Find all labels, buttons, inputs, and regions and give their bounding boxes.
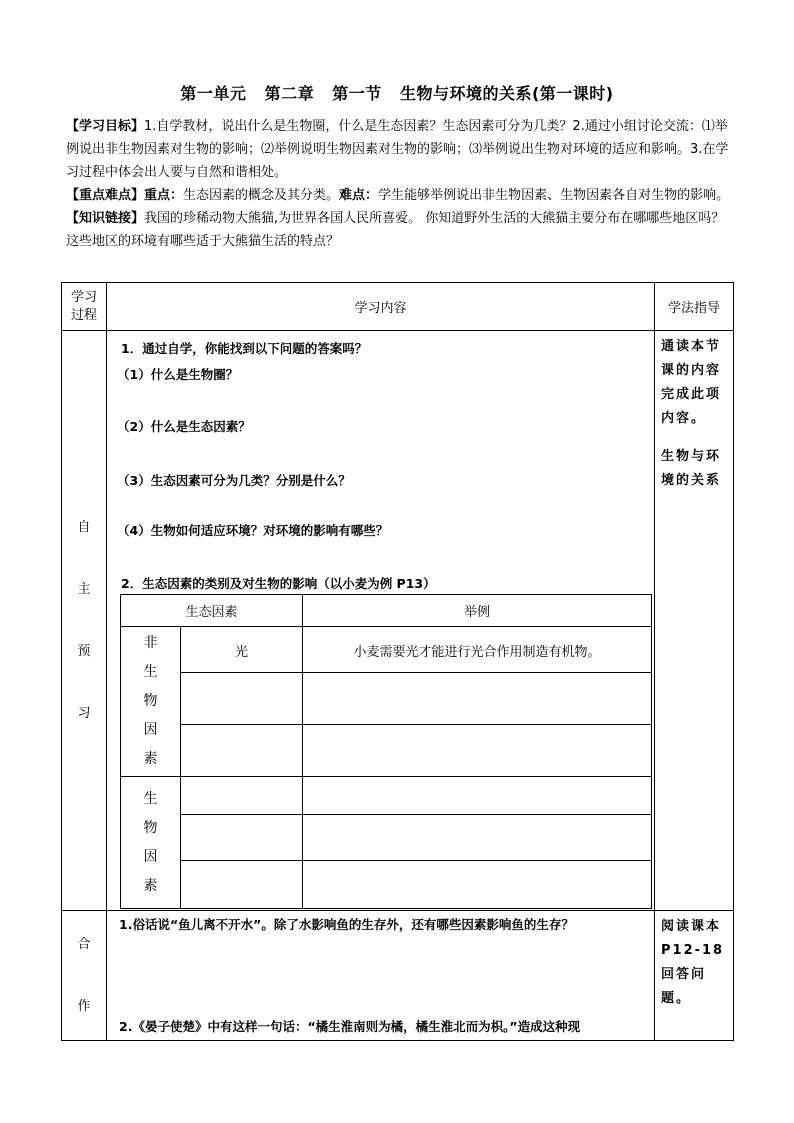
stage-char: 合 [77, 937, 91, 952]
header-guide: 学法指导 [655, 283, 734, 331]
example-cell-empty [303, 777, 652, 815]
learning-goals [66, 115, 730, 184]
label-char: 素 [143, 751, 158, 767]
label-char: 因 [143, 848, 158, 865]
factor-cell-empty [181, 815, 303, 861]
stage-cooperation [62, 911, 107, 1041]
example-cell-empty [303, 815, 652, 861]
row-cooperation [62, 911, 734, 1041]
bio-factor-label [121, 777, 181, 909]
example-cell-empty [303, 861, 652, 909]
stage-self-study [62, 331, 107, 911]
key-label: 【重点难点】 [66, 188, 145, 203]
factor-cell-empty [181, 673, 303, 725]
stage-char: 作 [77, 999, 91, 1014]
guide-text-1: 通读本节课的内容完成此项内容。 [661, 339, 722, 426]
question-1: 1．通过自学，你能找到以下问题的答案吗？ [121, 341, 368, 356]
header-process-line2: 过程 [70, 307, 97, 323]
label-char: 物 [143, 819, 158, 836]
cooperation-content [107, 911, 655, 1041]
label-char: 物 [143, 693, 158, 709]
knowledge-link [66, 207, 730, 253]
label-char: 非 [143, 635, 158, 651]
factor-header: 生态因素 [121, 595, 303, 627]
table-row [121, 627, 652, 673]
stage-char: 自 [77, 519, 91, 535]
table-row [121, 673, 652, 725]
difficulty-text: 学生能够举例说出非生物因素、生物因素各自对生物的影响。 [378, 188, 730, 203]
label-char: 因 [143, 722, 158, 738]
header-process [62, 283, 107, 331]
factor-table [120, 594, 652, 909]
goal-label: 【学习目标】 [66, 119, 145, 134]
key-difficulty [66, 184, 730, 207]
example-cell-empty [303, 725, 652, 777]
label-char: 素 [143, 877, 158, 894]
example-light: 小麦需要光才能进行光合作用制造有机物。 [303, 627, 652, 673]
header-process-line1: 学习 [70, 289, 97, 305]
stage-char: 主 [77, 581, 91, 597]
guide-self-study [655, 331, 734, 911]
key-point-text: 生态因素的概念及其分类。 [183, 188, 340, 203]
key-point-label: 重点： [144, 188, 184, 203]
factor-cell-empty [181, 861, 303, 909]
nonbio-factor-label [121, 627, 181, 777]
table-row [121, 777, 652, 815]
example-cell-empty [303, 673, 652, 725]
header-content: 学习内容 [107, 283, 655, 331]
table-row [121, 725, 652, 777]
link-text: 我国的珍稀动物大熊猫,为世界各国人民所喜爱。 你知道野外生活的大熊猫主要分布在哪哪些地区吗？这些地区的环境有哪些适于大熊猫生活的特点？ [66, 211, 725, 249]
page-title: 第一单元 第二章 第一节 生物与环境的关系(第一课时) [180, 84, 614, 103]
table-header-row [62, 283, 734, 331]
label-char: 生 [143, 664, 158, 680]
guide-cooperation [655, 911, 734, 1041]
stage-char: 习 [77, 705, 91, 721]
link-label: 【知识链接】 [66, 211, 145, 226]
intro-section [66, 115, 730, 253]
example-header: 举例 [303, 595, 652, 627]
question-1-3: （3）生态因素可分为几类？分别是什么？ [117, 473, 351, 488]
question-2: 2．生态因素的类别及对生物的影响（以小麦为例 P13） [121, 576, 436, 591]
goal-text: 1.自学教材，说出什么是生物圈，什么是生态因素？生态因素可分为几类？2.通过小组讨论交流：⑴举例说出非生物因素对生物的影响；⑵举例说明生物因素对生物的影响；⑶举例说出生物对环境的适应和影响。3.在学习过程中体会出人要与自然和谐相处。 [66, 119, 729, 180]
question-1-1: （1）什么是生物圈？ [117, 367, 239, 382]
stage-char: 预 [77, 643, 91, 659]
factor-light: 光 [181, 627, 303, 673]
table-row [121, 815, 652, 861]
guide-text-3: 阅读课本P12-18 回答问题。 [661, 919, 725, 1006]
guide-text-2: 生物与环境的关系 [661, 449, 722, 488]
table-row [121, 861, 652, 909]
question-1-4: （4）生物如何适应环境？对环境的影响有哪些？ [117, 523, 389, 538]
factor-cell-empty [181, 725, 303, 777]
factor-cell-empty [181, 777, 303, 815]
coop-question-2: 2.《晏子使楚》中有这样一句话：“橘生淮南则为橘，橘生淮北而为枳。”造成这种现 [119, 1019, 581, 1034]
coop-question-1: 1.俗话说“鱼儿离不开水”。除了水影响鱼的生存外，还有哪些因素影响鱼的生存？ [119, 917, 574, 932]
label-char: 生 [143, 790, 158, 807]
question-1-2: （2）什么是生态因素？ [117, 419, 251, 434]
difficulty-label: 难点： [339, 188, 379, 203]
factor-header-row [121, 595, 652, 627]
